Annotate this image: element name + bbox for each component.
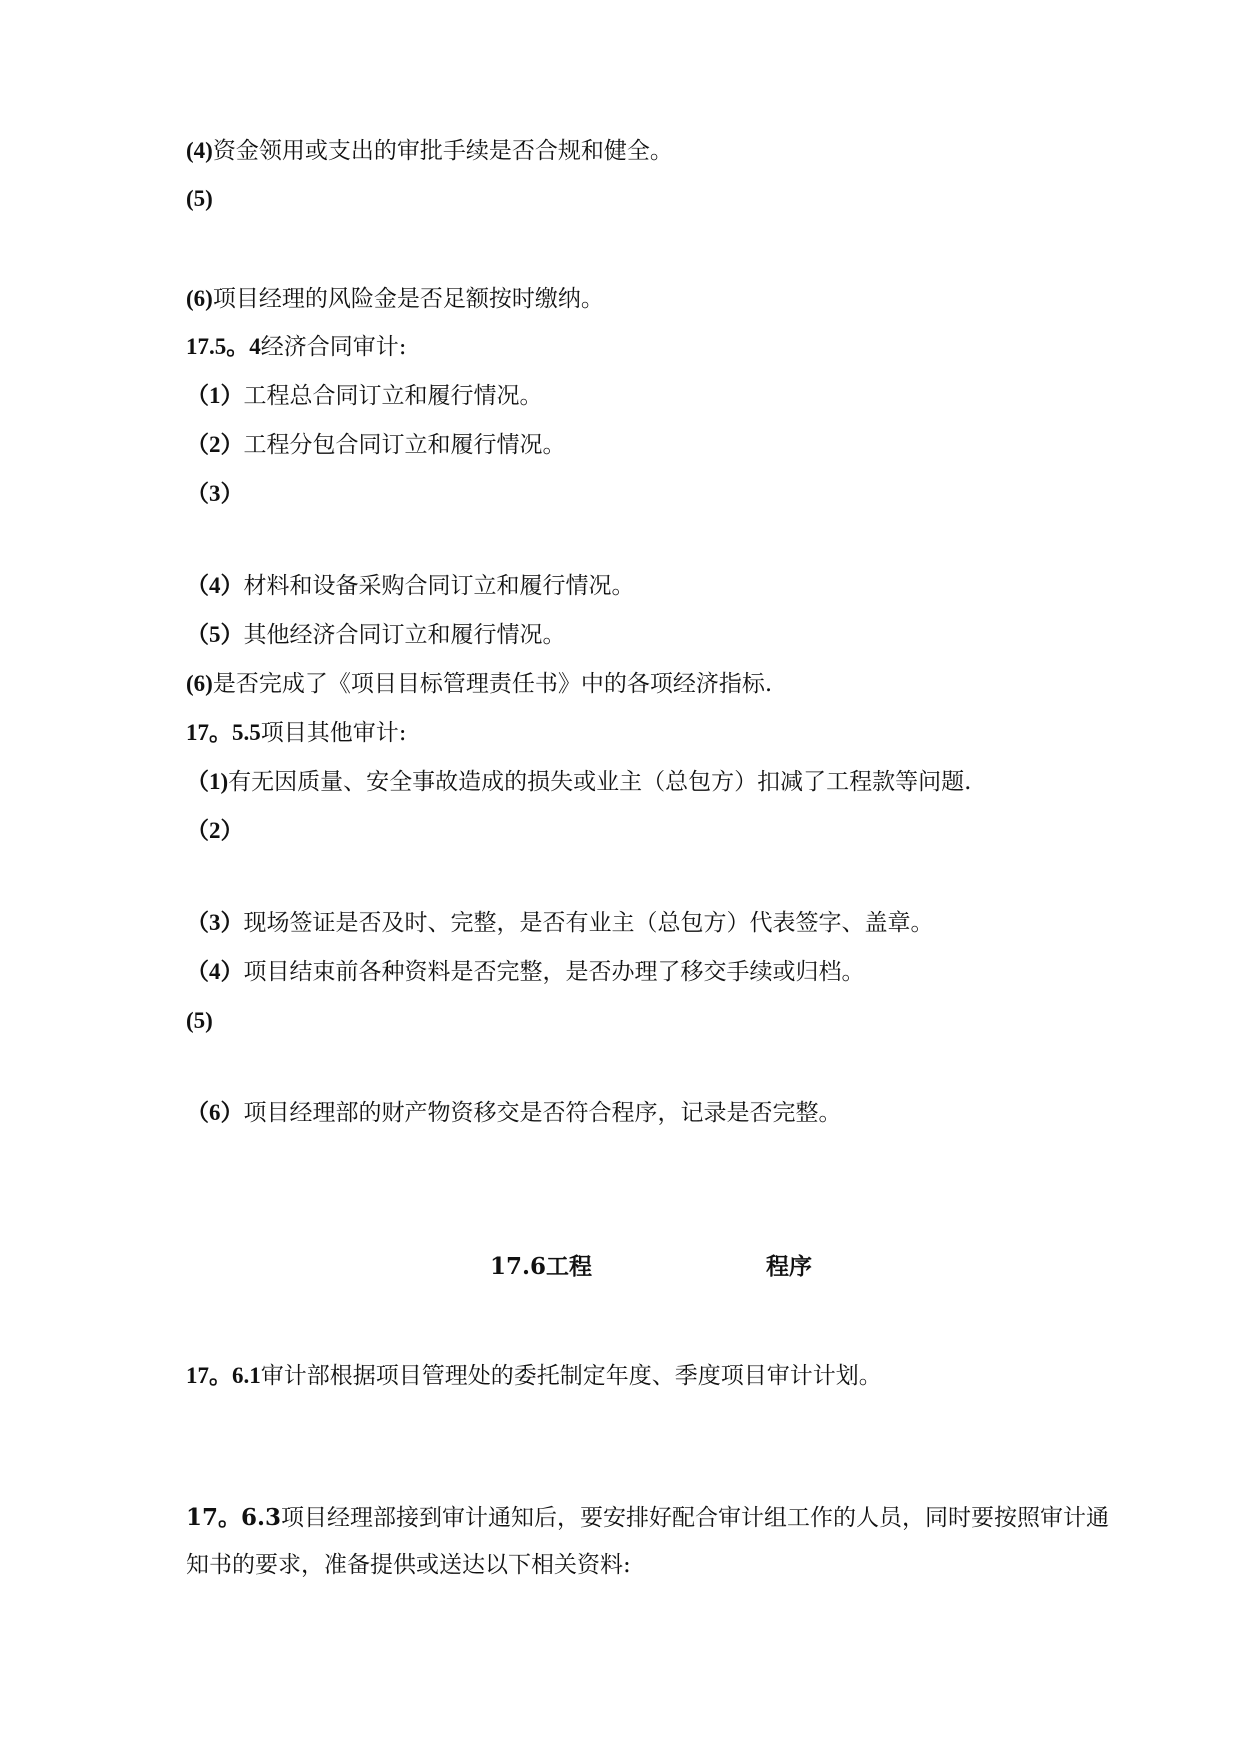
item-text: 资金领用或支出的审批手续是否合规和健全。 [212, 138, 673, 164]
paragraph-number: 17。6.3 [186, 1504, 282, 1531]
item-number: （1) [186, 769, 229, 794]
section-heading-left: 17.6工程 [490, 1253, 593, 1280]
item-number: (4) [186, 138, 213, 163]
list-item [186, 1098, 842, 1128]
paragraph-number: 17。6.1 [186, 1363, 261, 1388]
item-text: 有无因质量、安全事故造成的损失或业主（总包方）扣减了工程款等问题. [228, 769, 972, 795]
list-item [186, 184, 213, 214]
item-text: 项目经理部的财产物资移交是否符合程序，记录是否完整。 [243, 1100, 842, 1126]
item-text: 材料和设备采购合同订立和履行情况。 [243, 573, 635, 599]
paragraph-text: 审计部根据项目管理处的委托制定年度、季度项目审计计划。 [260, 1363, 882, 1389]
list-item [186, 669, 772, 699]
item-number: （3） [186, 481, 244, 506]
item-number: （2） [186, 432, 244, 457]
list-item [186, 957, 865, 987]
item-number: （4） [186, 959, 244, 984]
list-item [186, 284, 604, 314]
item-text: 现场签证是否及时、完整，是否有业主（总包方）代表签字、盖章。 [243, 910, 934, 936]
list-item [186, 908, 934, 938]
item-number: (5) [186, 1008, 213, 1033]
item-text: 工程总合同订立和履行情况。 [243, 383, 543, 409]
item-text: 是否完成了《项目目标管理责任书》中的各项经济指标. [212, 671, 773, 697]
list-item [186, 381, 543, 411]
list-item [186, 767, 971, 797]
section-number: 17。5.5 [186, 720, 261, 745]
item-number: （6） [186, 1100, 244, 1125]
item-number: （3） [186, 910, 244, 935]
list-item [186, 571, 635, 601]
list-item [186, 816, 244, 846]
section-heading-right: 程序 [766, 1253, 812, 1280]
item-text: 工程分包合同订立和履行情况。 [243, 432, 566, 458]
paragraph [186, 1361, 882, 1391]
item-number: （2） [186, 818, 244, 843]
list-item [186, 1006, 213, 1036]
section-title [186, 332, 407, 362]
paragraph-text: 项目经理部接到审计通知后，要安排好配合审计组工作的人员，同时要按照审计通知书的要求，准备提供或送达以下相关资料: [186, 1505, 1110, 1578]
item-number: （4） [186, 573, 244, 598]
item-number: (5) [186, 186, 213, 211]
item-number: (6) [186, 671, 213, 696]
item-text: 项目经理的风险金是否足额按时缴纳。 [212, 286, 604, 312]
paragraph [186, 1494, 1116, 1589]
item-text: 项目结束前各种资料是否完整，是否办理了移交手续或归档。 [243, 959, 865, 985]
section-title [186, 718, 407, 748]
section-text: 项目其他审计: [260, 720, 407, 746]
item-number: (6) [186, 286, 213, 311]
item-number: （1） [186, 383, 244, 408]
item-text: 其他经济合同订立和履行情况。 [243, 622, 566, 648]
section-text: 经济合同审计: [260, 334, 407, 360]
list-item [186, 430, 566, 460]
list-item [186, 479, 244, 509]
item-number: （5） [186, 622, 244, 647]
list-item [186, 620, 566, 650]
list-item [186, 136, 673, 166]
section-number: 17.5。4 [186, 334, 261, 359]
